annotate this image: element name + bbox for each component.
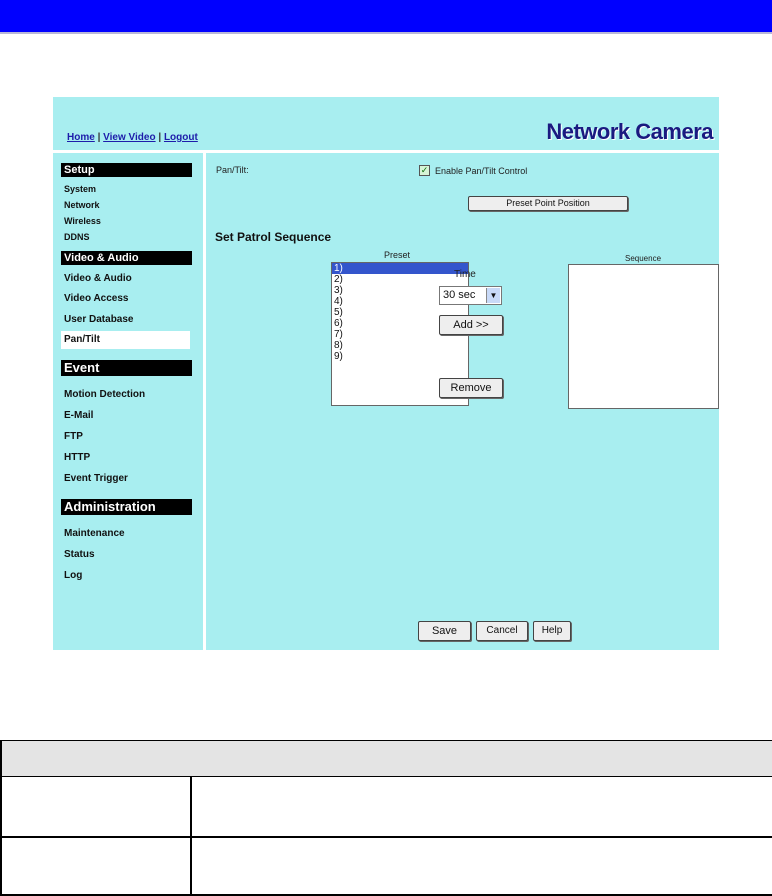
sidebar-item-log[interactable]: Log <box>64 570 83 581</box>
preset-item[interactable]: 4) <box>334 296 343 307</box>
time-select[interactable] <box>439 286 502 305</box>
header-rule <box>0 32 772 34</box>
preset-item[interactable]: 5) <box>334 307 343 318</box>
sidebar-item-http[interactable]: HTTP <box>64 452 91 463</box>
table-header-row <box>0 740 772 777</box>
preset-item[interactable]: 9) <box>334 351 343 362</box>
time-select-value: 30 sec <box>443 289 476 301</box>
remove-button[interactable]: Remove <box>439 378 503 398</box>
sidebar-item-pan-tilt[interactable]: Pan/Tilt <box>61 331 190 349</box>
preset-point-position-button[interactable]: Preset Point Position <box>468 196 628 211</box>
sidebar-section-video-audio: Video & Audio <box>61 251 192 265</box>
camera-header <box>53 97 719 147</box>
set-patrol-sequence-title: Set Patrol Sequence <box>215 230 332 244</box>
sidebar-item-user-database[interactable]: User Database <box>64 314 134 325</box>
time-label: Time <box>454 269 476 280</box>
table-column-divider <box>190 777 192 836</box>
sidebar-item-email[interactable]: E-Mail <box>64 410 94 421</box>
sidebar <box>53 153 203 650</box>
preset-item[interactable]: 7) <box>334 329 343 340</box>
view-video-link[interactable]: View Video <box>103 132 156 143</box>
sidebar-item-event-trigger[interactable]: Event Trigger <box>64 473 128 484</box>
preset-item[interactable]: 3) <box>334 285 343 296</box>
sidebar-section-event: Event <box>61 360 192 376</box>
preset-column-header: Preset <box>383 250 410 260</box>
save-button[interactable]: Save <box>418 621 471 641</box>
pan-tilt-label: Pan/Tilt: <box>216 165 249 175</box>
table-row <box>0 836 772 896</box>
sidebar-item-status[interactable]: Status <box>64 549 95 560</box>
link-separator: | <box>97 132 104 143</box>
preset-item[interactable]: 8) <box>334 340 343 351</box>
table-row <box>0 777 772 838</box>
brand-logo: Network Camera <box>546 119 713 144</box>
document-header-bar <box>0 0 772 32</box>
preset-item[interactable]: 1) <box>332 263 468 274</box>
add-button[interactable]: Add >> <box>439 315 503 335</box>
link-separator: | <box>158 132 164 143</box>
table-column-divider <box>190 836 192 894</box>
sequence-listbox[interactable] <box>568 264 719 409</box>
enable-pan-tilt-checkbox[interactable]: ✓ <box>420 165 429 175</box>
sidebar-item-wireless[interactable]: Wireless <box>64 216 101 226</box>
sidebar-item-video-access[interactable]: Video Access <box>64 293 129 304</box>
preset-item[interactable]: 6) <box>334 318 343 329</box>
sidebar-item-maintenance[interactable]: Maintenance <box>64 528 125 539</box>
sidebar-section-setup: Setup <box>61 163 192 177</box>
sidebar-item-ddns[interactable]: DDNS <box>64 232 90 242</box>
sequence-column-header: Sequence <box>624 254 662 263</box>
sidebar-item-ftp[interactable]: FTP <box>64 431 83 442</box>
sidebar-item-motion-detection[interactable]: Motion Detection <box>64 389 146 400</box>
sidebar-item-network[interactable]: Network <box>64 200 100 210</box>
top-links <box>67 132 198 143</box>
preset-item[interactable]: 2) <box>334 274 343 285</box>
description-table <box>0 740 772 896</box>
enable-pan-tilt-label: Enable Pan/Tilt Control <box>435 166 528 176</box>
sidebar-item-system[interactable]: System <box>64 184 97 194</box>
sidebar-item-video-audio[interactable]: Video & Audio <box>64 273 132 284</box>
chevron-down-icon: ▼ <box>486 288 500 303</box>
camera-settings-screenshot <box>53 97 719 650</box>
pan-tilt-panel <box>206 153 719 650</box>
help-button[interactable]: Help <box>533 621 571 641</box>
cancel-button[interactable]: Cancel <box>476 621 528 641</box>
logout-link[interactable]: Logout <box>163 132 198 143</box>
sidebar-section-administration: Administration <box>61 499 192 515</box>
home-link[interactable]: Home <box>67 132 95 143</box>
